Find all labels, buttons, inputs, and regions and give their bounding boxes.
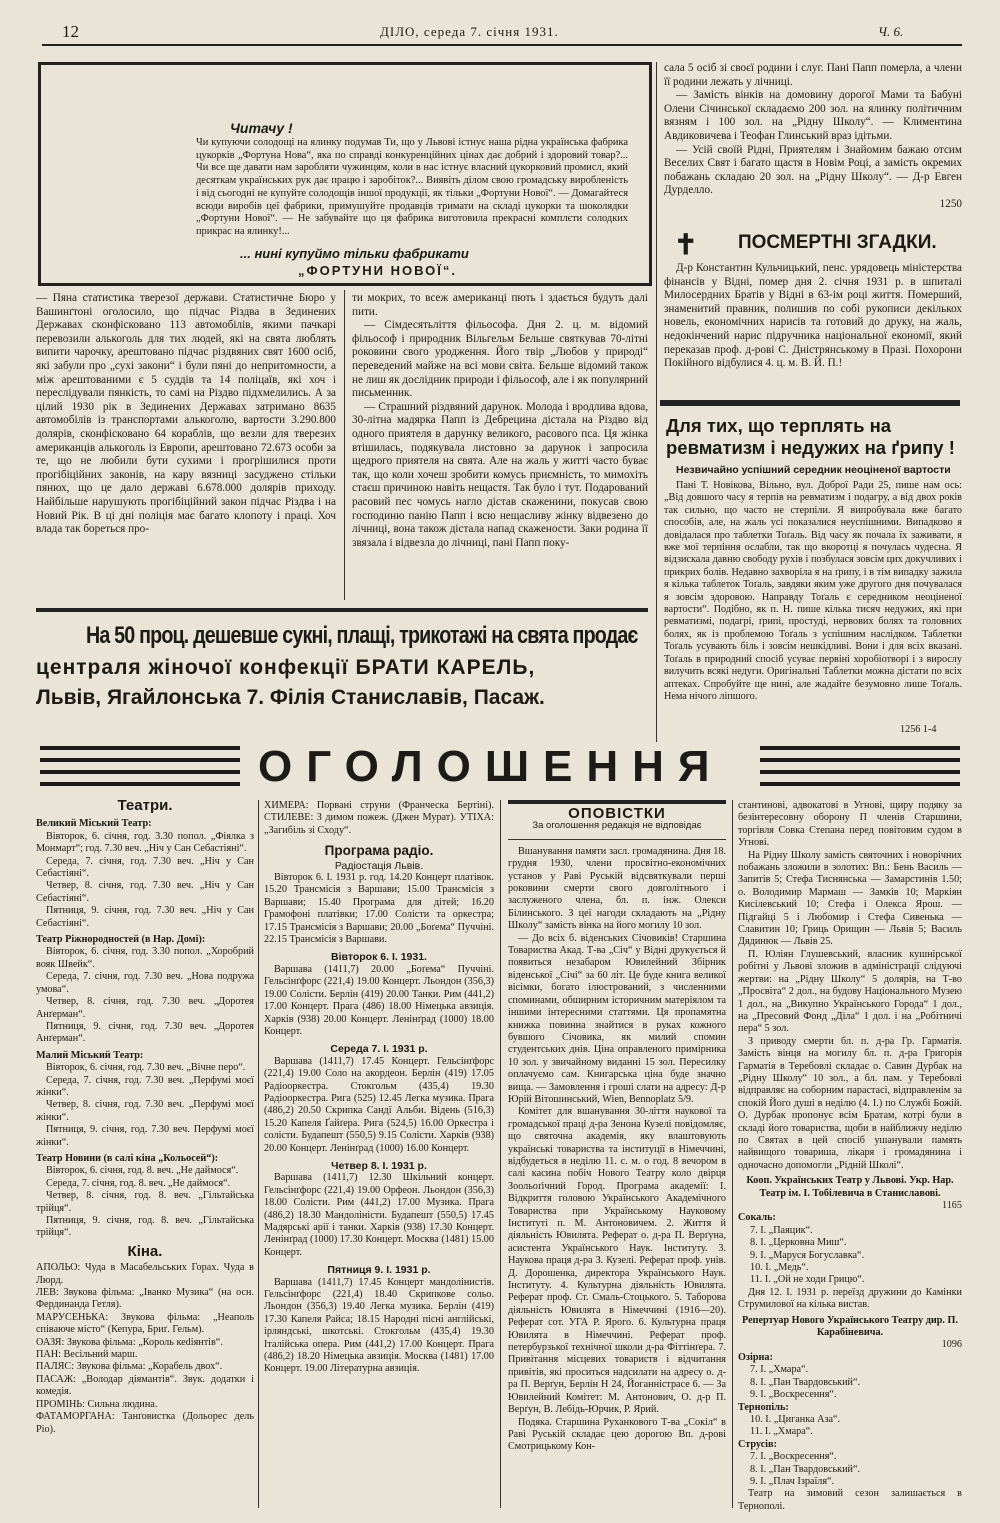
cinema-entry: ПАСАЖ: „Володар діямантів“. Звук. додатки і комедія. (36, 1373, 254, 1398)
cinema-entry: ОАЗЯ: Звукова фільма: „Король кеdіянтів“. (36, 1336, 223, 1348)
repertoire-item: 10. І. „Медь“. (750, 1262, 809, 1274)
repertoire-item: 9. І. „Маруся Богуславка“. (750, 1249, 865, 1261)
opovistky-title: ОПОВІСТКИ (568, 805, 666, 822)
theatre-show: Середа, 7. січня, год. 7.30 веч. „Перфумі моєї жінки“. (36, 1074, 254, 1098)
radio-day-program: Варшава (1411,7) 17.45 Концерт мандолінистів. Гельсінґфорс (221,4) 18.40 Скрипкове сольо. Льондон (356,3) 19.40 Легка музика. Берлін (419) 17.30 Капеля Райса; 18.15 Народні пісні англійські, ірляндські, шкотські. Стокгольм (435,4) 19.30 Італійська опера. Рим (441,2) 17.00 Концерт. Прага (486,2) 18.20 Німецька авзиція. Москва (1481) 17.00 Концерт. 19.00 Літературна авзиція. (264, 1276, 494, 1375)
header-rule (42, 44, 962, 46)
notice-ridna-shkola-donations: На Рідну Школу замість святочних і новорічних побажань зложили в золотих: Вп.: Бень Василь — Запитів 5; Стефа Тиснянська — Замарстинів 1.50; о. Володимир Мармаш — Замків 10; Маркіян Кисілевський 10; Стефа і Олекса Ярош. — Підгайці 5 і Любомир і Стефа Сивенька — Славитин 10; Гриць Орищин — Львів 5; Василь Дядинюк — Львів 25. (738, 849, 962, 948)
repertoire-item: 8. І. „Пан Твардовський“. (750, 1463, 861, 1475)
theatre-show: Середа, 7. січня, год. 8. веч. „Не даймося“. (46, 1177, 231, 1189)
notice-hlushevsky: П. Юліян Глушевський, власник кушнірської робітні у Львові зложив в адміністрації слідуючі жертви: на „Рідну Школу“ 5 долярів, на Т-во „Просвіта“ 2 дол., на будову Національного Музею 1 дол., на „Викупно Українського Города“ 1 дол., на „Пресовий Фонд „Діла“ 1 дол. і на „Робітничі пера“ 5 зол. (738, 948, 962, 1035)
theatre-entry (36, 818, 254, 930)
cinema-entry: АПОЛЬО: Чуда в Масабельських Горах. Чуда в Люрд. (36, 1262, 254, 1286)
banner-stripe (40, 782, 240, 786)
theatre-show: Пятниця, 9. січня, год. 8. веч. „Гільтайська трійця“. (36, 1215, 254, 1239)
repertoire-closing: Театр на зимовий сезон залишається в Тернополі. (738, 1488, 962, 1512)
theatre-name: Театр Новини (в салі кіна „Кольосей“): (36, 1152, 219, 1164)
cinema-entry: ПАН: Весільний марш. (36, 1349, 138, 1361)
radio-column (264, 800, 494, 1376)
opovistky-disclaimer: За оголошення редакція не відповідає (508, 820, 726, 839)
radio-day-title: Четвер 8. І. 1931 р. (331, 1159, 427, 1172)
radio-title: Програма радіо. (324, 843, 434, 859)
notice-harmatiy: З приводу смерти бл. п. д-ра Гр. Гарматія. Замість вінця на могилу бл. п. д-ра Григорія Гарматія в Теребовлі складає о. Савин Дурбак на „Рідну Школу“ 10 зол., а бл. пам. у Теребовлі відправляє на соборним парастасі, відправленім за спокій Його душі в неділю (4. І.) по Службі Божій. О. Дурбак пропонує всім Братам, котрі були в складі його товариства, щоби в найближчу неділю по Святах в цей спосіб ушанували память найвищого товариша, лікаря і громадянина і одночасно допомогли „Рідній Школі“. (738, 1035, 962, 1171)
notice-sich-collection: — До всіх б. віденських Січовиків! Старшина Товариства Акад. Т-ва „Січ“ у Відні друкується й появиться незабаром Ювилейний Збірник віденської „Січі“ за 60 літ. Це буде книга великої вісімки, богато ілюстрований, з численними споминами, обширним історичним матеріялом та іншими інтересними статтями. Ця пропамятна книжка повинна знайтися в руках кожного бувшого Січовика, як милий спомин студентських днів. Ціна оправленого примірника 10 зол. у звичайному виданні 15 зол. Пересилку оплачуємо сам. Книгарська ціна буде значно вища. — Замовлення і гроші слати на адресу: Д-р Юрій Вітошинський, Wien, Bennoplatz 5/9. (508, 932, 726, 1105)
theatre-show: Середа, 7. січня, год. 7.30 веч. „Нова подружа умова“. (36, 971, 254, 995)
repertoire-item: 11. І. „Хмара“. (750, 1426, 813, 1438)
repertoire-heading: Репертуар Нового Українського Театру дир. П. Карабіневича. (741, 1314, 958, 1339)
right-bottom-column (738, 800, 962, 1513)
banner-stripe (40, 770, 240, 774)
repertoire-item: 9. І. „Воскресення“. (750, 1389, 837, 1401)
column-rule (500, 800, 501, 1508)
radio-lviv-program: Вівторок 6. І. 1931 р. год. 14.20 Концерт платівок. 15.20 Трансмісія з Варшави; 15.00 Трансмісія з Варшави; 15.40 Програма для дітей; 16.20 Грамофоні платівки; 17.00 Солісти та оркестра; 17.15 Трансмісія з Варшави; 20.00 „Боґема“ Пуччіні. 22.15 Трансмісія з Варшави. (264, 872, 494, 946)
notice-thanks-continuation: стантинові, адвокатові в Угнові, щиру подяку за безінтересовну оборону П членів Старшини, торгівля Совка Степана перед повітовим судом в Угнові. (738, 800, 962, 849)
cross-icon: ✝ (674, 230, 698, 261)
togal-body: Пані Т. Новікова, Вільно, вул. Доброї Ради 25, пише нам ось: „Від довшого часу я терпів на ревматизм і подагру, а від двох років так сильно, що часто не стерпіли. Я випробувала вже багато способів, але, на жаль усі показалися неуспішними. Випадково я довідалася про таблетки Тоґаль. Від часу як почала їх заживати, я вже мої терпіння ослабли, так що вкоротці я почулась чудесна. Я відзискала давню свободу рухів і позбулася зовсім цих докучливих і прикрих болів. Недавно захворіла я на ґрипу, і в тім випадку зажила я кілька таблеток Тоґаль, завдяки яким уже другого дня почувалася я зовсім здоровою. Направду Тоґаль є середником неоціненої вартости“. Подібно, як п. Н. пише кілька тисяч недужих, які при ревматизмі, подагрі, ґрипі, простуді, нервових болях та головних болях, як із проблемою Тоґаль з успішним наслідком. Таблетки Тоґаль усувають біль і зовсім нешкідливі. Вони і для всіх вказані. Тоґаль в природний спосіб усуває первіні хоробіотворі і з вирослу вилучить всякі недуги. Оригінальні Таблетки можна дістати по всіх аптеках. Спробуйте ще нині, але жадайте безумовно лише Тоґаль. Нема нічого ліпшого. (664, 480, 962, 702)
theatre-show: Середа, 7. січня, год. 7.30 веч. „Ніч у Сан Себастіяні“. (36, 855, 254, 880)
article-philosopher: — Сімдесятьліття фільософа. Дня 2. ц. м. відомий фільософ і природник Вільгельм Бельше святкував 70-літні роковини свого уродження. Його твір „Любов у природі“ переведений майже на всі мови світа. Бельше відомий також не лиш як дослідник природи і фільософ, але і як популярний письменник. (352, 319, 648, 400)
banner-stripe (40, 758, 240, 762)
column-rule (258, 800, 259, 1508)
repertoire-item: 7. І. „Паяцик“. (750, 1224, 813, 1236)
theatres-column (36, 797, 254, 1436)
repertoire-item: 7. І. „Воскресення“. (750, 1451, 837, 1463)
togal-subheadline: Незвичайно успішний середник неоціненої вартости (676, 464, 951, 476)
cinema-entry: ФАТАМОРГАНА: Танґовистка (Дольорес дель Ріо). (36, 1411, 254, 1435)
repertoire-town: Струсів: (738, 1438, 777, 1450)
theatre-show: Вівторок, 6. січня, год. 8. веч. „Не даймося“. (46, 1165, 239, 1177)
repertoire-town: Сокаль: (738, 1212, 776, 1224)
banner-stripe (760, 746, 960, 750)
theatre-show: Вівторок, 6. січня, год. 7.30 веч. „Вічне перо“. (46, 1062, 246, 1074)
repertoire-number: 1096 (941, 1339, 962, 1351)
cinema-continuation: ХИМЕРА: Порвані струни (Франческа Бертіні). СТИЛЕВЕ: З димом пожеж. (Джен Мурат). УТІХА: „Загибіль зі Сходу“. (264, 800, 494, 836)
radio-day-program: Варшава (1411,7) 12.30 Шкільний концерт. Гельсінґфорс (221,4) 19.00 Орфеон. Льондон (356,3) 18.00 Солісти. Рим (441,2) 17.00 Музика. Прага (486,2) 18.30 Мандоліністи. Будапешт (550,5) 17.45 Мадярські арії і танки. Харків (938) 17.30 Концерт. Ленінґрад (1000) 17.30 Концерт. Москва (1481) 15.00 Концерт. (264, 1172, 494, 1258)
cinema-entry: ПАЛЯС: Звукова фільма: „Корабель двох“. (36, 1361, 223, 1373)
repertoire-item: 8. І. „Пан Твардовський“. (750, 1376, 861, 1388)
theatre-show: Четвер, 8. січня, год. 7.30 веч. „Ніч у Сан Себастіяні“. (36, 880, 254, 904)
banner-stripe (40, 746, 240, 750)
repertoire-heading: Кооп. Українських Театр у Львові. Укр. Нар. Театр ім. І. Тобілевича в Станиславові. (746, 1175, 954, 1199)
column-rule (656, 62, 657, 742)
column-rule (732, 800, 733, 1508)
notice-kuzelya-jubilee: Комітет для вшанування 30-ліття наукової та громадської праці д-ра Зенона Кузелі повідомляє, що святочна академія, яку влаштовують українські товариства та інституції в Німеччині, відбудеться в неділю 11. с. м. о год. 8 вечором в салі касина побіч Нового Театру коло двірця Зоольоґічний Город. Програма академії: І. Відкриття головою Українського Академічного Товариства при Українському Науковому Інституті п. М. Антоновичем. 2. Життя й діяльність Ювилята. Реферат о. д-ра П. Верґуна, асистента Українського Наук. Інституту. 3. Наукова праця д-ра З. Кузелі. Реферат проф. унів. Д. Дорошенка, директора Українського Наук. Інституту. 4. Культурна діяльність Ювилята. Реферат проф. Ст. Смаль-Стоцького. 5. Таборова діяльність Ювилята в Німеччині (1916—20). Реферат сот. УГА Р. Ярого. 6. Культурна праця Ювилята в Німеччині. Реферат проф. петербурзької технічної школи д-ра Фіттінґера. 7. Привітання місцевих товариств і відчитання привітів, які проситься надсилати на адресу о. д-ра П. Верґун, Берлін Н 24, Йоганністрасе 6. — За Ювилейний Комітет: М. Антонович, О. д-р П. Верґун, В. Лебідь-Юрчик, Р. Ярий. (508, 1106, 726, 1416)
fortuna-ad-brand: „ФОРТУНИ НОВОЇ“. (298, 263, 457, 278)
obituary-body: Д-р Константин Кульчицький, пенс. урядовець міністерства фінансів у Відні, помер дня 2. січня 1931 р. в шпиталі Милосердних Братів у Відні в 63-ім році життя. Померший, знаменитий правник, полишив по собі рукописи декількох новель, економічних нарисів та готовий до друку, на жаль, недокінчений нарис підручника національної економії, який переказав проф. д-рові С. Дністрянському в Празі. Похорони Покійного відбулися 4. ц. м. В. Й. П.! (664, 262, 962, 370)
article-continuation: ти мокрих, то всеж американці пють і здається будуть далі пити. (352, 292, 648, 318)
article-middle-column (352, 292, 648, 550)
notice-commemoration: Вшанування памяти засл. громадянина. Дня 18. грудня 1930, члени просвітно-економічних установ у Раві Руській відсвяткували перші роковини смерти свого довголітнього і заслуженого члена, бл. п. інж. Олекси Білинського. З цеї нагоди складають на „Рідну Школу“ замість вінка на його могилу 10 зол. (508, 845, 726, 932)
theatre-show: Пятниця, 9. січня, год. 7.30 веч. Перфумі моєї жінки“. (36, 1124, 254, 1148)
theatre-name: Великий Міський Театр: (36, 818, 152, 830)
theatre-name: Театр Ріжнородностей (в Нар. Домі): (36, 934, 206, 946)
banner-stripe (760, 782, 960, 786)
fortuna-ad-body: Чи купуючи солодощі на ялинку подумав Ти, що у Львові істнує наша рідна українська фабрика цукорків „Фортуна Нова“, яка по справді конкуренційних цінах дає добрий і здоровий товар?... Чи все ще давати нам заробляти чужинцям, коли в нас істнує власний цукорковий промисл, який десяткам українських рук дає працю і заробіток?... Виявіть ділом свою громадську виробленість і від сьогодні не купуйте солодощів іншої продукції, як тільки „Фортуни Нової“. — Домагайтеся всюди виробів цеї фабрики, примушуйте продавців тримати на складі цукорки та шоколядки „Фортуни Нової“. — Не забувайте що ця фабрика виготовила прекрасні комплєти солодких прикрас на ялинку!... (196, 137, 628, 237)
banner-stripe (760, 770, 960, 774)
repertoire-note: Дня 12. І. 1931 р. переїзд дружини до Камінки Струмилової на кілька вистав. (738, 1286, 962, 1311)
notice-greetings: — Усій своїй Рідні, Приятелям і Знайомим бажаю отсим Веселих Свят і багато щастя в Новім Році, а замість окремих побажань складаю 20 зол. на „Рідну Школу“. — Д-р Евген Дурделло. (664, 143, 962, 197)
cinemas-title: Кіна. (127, 1242, 163, 1260)
theatres-title: Театри. (117, 797, 173, 814)
karel-ad-line3: Львів, Ягайлонська 7. Філія Станиславів, Пасаж. (36, 686, 545, 709)
repertoire-item: 10. І. „Циганка Аза“. (750, 1413, 841, 1425)
article-drunk-statistics: — Пяна статистика тверезої держави. Статистичне Бюро у Вашинґтоні оголосило, що підчас Різдва в Зединених Державах сконфісковано 113 автомобілів, якими пачкарі перевозили алькоголь для тих людей, які на свята люблять випити чарочку, арештовано підчас різдвяних свят 1600 осіб, які забули про „сухі закони“ і були пяні до непритомности, а між арештованими є 5 суддів та 14 поліцаїв, які хоч і переслідували пянкість, то самі на Різдво підхмелились. А за цілий 1930 рік в Зединених Державах затримано 8635 автомобілів із транспортами алькоголю, вартости 3.290.800 долярів, сконфісковано 64 кораблів, що везли для тверезих американців алькоголь із Европи, арештовано 72.673 особи за те, що не любили бути сухими і прогрішилися проти прогібіційних законів, на кару вязниці засуджено стільки пянюх, що це дало державі 6.678.000 долярів приходу. Найбільше нарушують прогібіційний закон підчас Різдва і на Новий Рік. В ці дні поліція має багато клопоту і праці. Хоч влада так бореться про- (36, 292, 336, 536)
togal-headline: Для тих, що терплять на ревматизм і недужих на ґрипу ! (666, 415, 955, 458)
radio-day-program: Варшава (1411,7) 17.45 Концерт. Гельсінґфорс (221,4) 19.00 Соло на акордеон. Берлін (419) 17.05 Радіооркестра. Стокгольм (435,4) 19.30 Радіооркестра. Рига (525) 12.45 Легка музика. Прага (486,2) 20.50 Скрипка Сандї Альби. Відень (516,3) 15.20 Капеля Ґайґера. Рига (524,5) 16.00 Оркестра і солісти. Будапешт (550,5) 9.15 Солісти. Харків (938) 20.00 Концерт. Ленінґрад (1000) 16.00 Концерт. (264, 1055, 494, 1154)
theatre-show: Пятниця, 9. січня, год. 7.30 веч. „Ніч у Сан Себастіяні“. (36, 905, 254, 929)
cinema-entry: ПРОМІНЬ: Сильна людина. (36, 1398, 158, 1410)
repertoire-town: Тернопіль: (738, 1401, 789, 1413)
page-number: 12 (62, 22, 79, 41)
theatre-show: Четвер, 8. січня, год. 7.30 веч. „Перфумі моєї жінки“. (36, 1099, 254, 1123)
theatre-show: Четвер, 8. січня, год. 8. веч. „Гільтайська трійця“. (36, 1190, 254, 1214)
article-christmas-gift: — Страшний різдвяний дарунок. Молода і вродлива вдова, 30-літна мадярка Папп із Дебрецина дістала на Різдво від одного приятеля в дарунку великого, расового пса. Ця жінка втішилась, подякувала листовно за дарунок і запросила щедрого приятеля на свята. Але на жаль у житті часто буває так, що коли хочеш зробити комусь приємність, то мимохіть стаєш причиною навіть нещастя. Так було і тут. Подарований расовий пес чомусь нагло дістав скаженини, покусав свою господиню панію Папп і всю нещасливу жінку відвезено до лічниці, вона також дістала напад скажености. Заки родина її звязала і відвезла до лічниці, пані Папп поку- (352, 400, 648, 549)
radio-day-program: Варшава (1411,7) 20.00 „Боґема“ Пуччіні. Гельсінґфорс (221,4) 19.00 Концерт. Льондон (356,3) 19.00 Солісти. Берлін (419) 20.00 Танки. Рим (441,2) 17.00 Концерт. Прага (486) 18.00 Німецька авзиція. Харків (938) 20.00 Концерт. Ленінґрад (1000) 18.00 Концерт. (264, 963, 494, 1037)
theatre-entry (36, 1153, 254, 1240)
notice-number: 1250 (939, 197, 962, 210)
opovistky-top-rule (508, 800, 726, 804)
notice-thanks: Подяка. Старшина Руханкового Т-ва „Сокіл“ в Раві Руській складає цею дорогою Вп. д-рові Смотрицькому Кон- (508, 1416, 726, 1453)
fortuna-ad-slogan: ... нині купуймо тільки фабрикати (240, 246, 469, 261)
repertoire-item: 11. І. „Ой не ходи Грицю“. (750, 1274, 865, 1286)
theatre-entry (36, 1050, 254, 1149)
cinema-entry: МАРУСЕНЬКА: Звукова фільма: „Неаполь співаюче місто“ (Кепура, Бриґ. Гельм). (36, 1311, 254, 1336)
notices-right-top (664, 62, 962, 212)
notice-instead-of-wreaths: — Замість вінків на домовину дорогої Мами та Бабуні Олени Січинської складаємо 200 зол. на ялинку політичним вязням і 100 зол. на „Рідну Школу“. — Климентина Авдиковичева і Теофан Глинський враз ідітьми. (664, 89, 962, 142)
announcements-banner: ОГОЛОШЕННЯ (258, 742, 724, 791)
repertoire-item: 8. І. „Церковна Миш“. (750, 1237, 847, 1249)
repertoire-item: 7. І. „Хмара“. (750, 1364, 809, 1376)
radio-day-title: Вівторок 6. І. 1931. (331, 951, 427, 964)
opovistky-column (508, 805, 726, 1454)
karel-ad-line2: централя жіночої конфекції БРАТИ КАРЕЛЬ, (36, 656, 536, 679)
repertoire-number: 1165 (942, 1200, 962, 1211)
theatre-entry (36, 934, 254, 1046)
repertoire-town: Озірна: (738, 1351, 773, 1363)
theatre-show: Вівторок, 6. січня, год. 3.30 попол. „Фіялка з Монмарт“; год. 7.30 веч. „Ніч у Сан Себастіяні“. (36, 830, 254, 855)
theatre-show: Четвер, 8. січня, год. 7.30 веч. „Доротея Анґерман“. (36, 996, 254, 1020)
repertoire-item: 9. І. „Плач Ізраїля“. (750, 1475, 835, 1487)
obituaries-title: ПОСМЕРТНІ ЗГАДКИ. (738, 232, 937, 253)
column-rule (344, 290, 345, 600)
issue-number: Ч. 6. (878, 24, 904, 39)
karel-ad-line1: На 50 проц. дешевше сукні, плащі, трикотажі на свята продає (86, 622, 638, 649)
theatre-show: Вівторок, 6. січня, год. 3.30 попол. „Хоробрий вояк Швейк“. (36, 946, 254, 970)
theatre-name: Малий Міський Театр: (36, 1049, 144, 1061)
cinema-entry: ЛЕВ: Звукова фільма: „Іванко Музика“ (на осн. Фердинанда Гетля). (36, 1287, 254, 1311)
radio-day-title: Середа 7. І. 1931 р. (330, 1043, 428, 1056)
fortuna-ad-title: Читачу ! (230, 120, 293, 136)
notice-continuation: сала 5 осіб зі своєї родини і слуг. Пані Папп померла, а члени її родини лежать у лічниці. (664, 62, 962, 88)
masthead: ДІЛО, середа 7. січня 1931. (380, 24, 559, 39)
radio-station: Радіостація Львів. (334, 859, 424, 872)
radio-day-title: Пятниця 9. І. 1931 р. (327, 1264, 431, 1277)
togal-top-bar (660, 400, 960, 406)
karel-top-rule (36, 608, 648, 612)
theatre-show: Пятниця, 9. січня, год. 7.30 веч. „Доротея Анґерман“. (36, 1020, 254, 1045)
banner-stripe (760, 758, 960, 762)
togal-number: 1256 1-4 (900, 724, 937, 735)
